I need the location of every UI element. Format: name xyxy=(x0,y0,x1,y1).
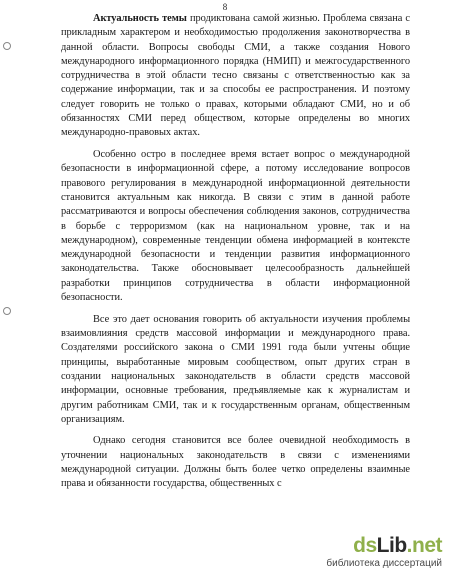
paragraph-media-law: Все это дает основания говорить об актуальности изучения проблемы взаимовлияния средств массовой информации и международного права. Создателями российского закона о СМИ 1991 года были учтены общие принципы, выработанные мировым сообществом, опыт других стран в создании национальных законодательств в области средств массовой информации, основные требования, предъявляемые как к журналистам и другим работникам СМИ, так и к государственным органам, общественным организациям. xyxy=(61,313,410,425)
punch-hole-mark xyxy=(3,307,11,315)
dslib-watermark xyxy=(300,534,442,576)
document-body xyxy=(61,12,410,490)
paragraph-lead-bold: Актуальность темы xyxy=(93,13,187,24)
paragraph-relevance xyxy=(61,12,410,141)
paragraph-text: продиктована самой жизнью. Проблема связана с прикладным характером и необходимостью продолжения законотворчества в данной области. Вопросы свободы СМИ, а также создания Нового международного информационного порядка (НМИП) и межгосударственного сотрудничества в этой области тесно связаны с ответственностью как за содержание информации, так и за способы ее распространения. И поэтому следует говорить не только о правах, которыми обладают СМИ, но и об обязанностях СМИ перед обществом, которые определены во многих международно-правовых актах. xyxy=(61,13,410,139)
page-number: 8 xyxy=(222,2,228,12)
punch-hole-mark xyxy=(3,42,11,50)
paragraph-national-law: Однако сегодня становится все более очевидной необходимость в уточнении национальных законодательств в связи с изменениями международной ситуации. Должны быть более четко определены взаимные права и обязанности государства, общественных с xyxy=(61,435,410,490)
watermark-subtitle: библиотека диссертаций xyxy=(326,558,442,569)
paragraph-security: Особенно остро в последнее время встает вопрос о международной безопасности в информационной сфере, а потому исследование вопросов правового регулирования в международной информационной деятельности становится актуальным как никогда. В связи с этим в данной работе рассматриваются и вопросы обеспечения соблюдения законов, сотрудничества в борьбе с терроризмом (как на национальном уровне, так и на международном), современные тенденции обмена информацией в контексте международной безопасности и тенденции развития информационного законодательства. Также обосновывает целесообразность дальнейшей разработки принципов сотрудничества в области информационной безопасности. xyxy=(61,149,410,304)
dslib-logo: dsLib.net xyxy=(353,534,442,557)
